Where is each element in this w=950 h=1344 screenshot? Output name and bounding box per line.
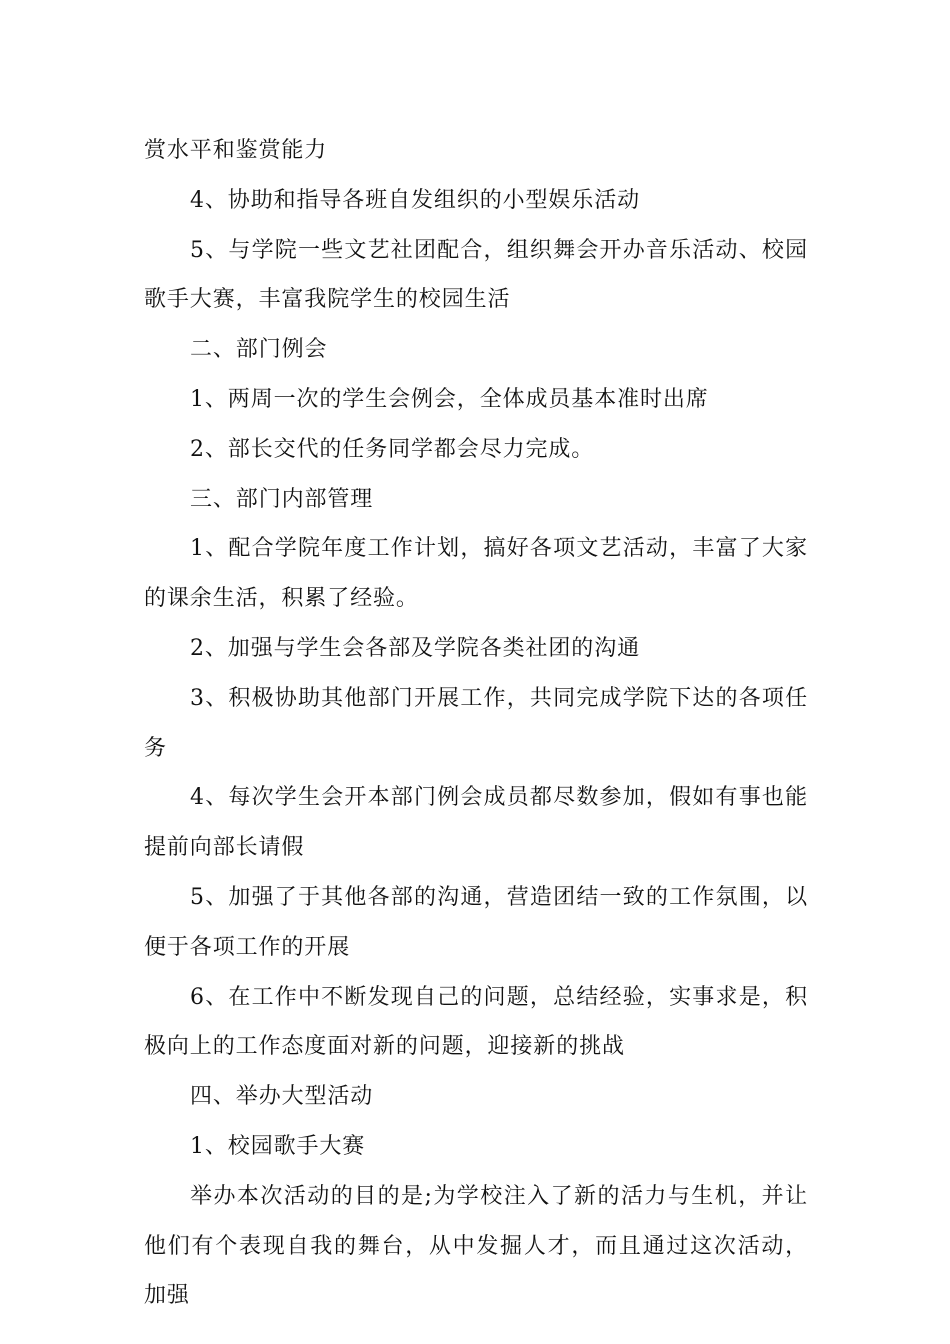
paragraph-item-5-clubs: 5、与学院一些文艺社团配合，组织舞会开办音乐活动、校园歌手大赛，丰富我院学生的校园生活 <box>144 237 808 313</box>
document-body <box>144 126 808 1321</box>
paragraph-management-3: 3、积极协助其他部门开展工作，共同完成学院下达的各项任务 <box>144 685 808 761</box>
paragraph-management-1: 1、配合学院年度工作计划，搞好各项文艺活动，丰富了大家的课余生活，积累了经验。 <box>144 536 808 612</box>
paragraph-event-1-title: 1、校园歌手大赛 <box>190 1133 366 1159</box>
paragraph-event-1-purpose: 举办本次活动的目的是;为学校注入了新的活力与生机，并让他们有个表现自我的舞台，从中发掘人才，而且通过这次活动，加强 <box>144 1183 808 1309</box>
paragraph-management-2: 2、加强与学生会各部及学院各类社团的沟通 <box>190 635 640 661</box>
paragraph-meeting-2: 2、部长交代的任务同学都会尽力完成。 <box>190 436 595 462</box>
paragraph-management-4: 4、每次学生会开本部门例会成员都尽数参加，假如有事也能提前向部长请假 <box>144 785 808 861</box>
paragraph-management-6: 6、在工作中不断发现自己的问题，总结经验，实事求是，积极向上的工作态度面对新的问题，迎接新的挑战 <box>144 984 808 1060</box>
paragraph-continuation: 赏水平和鉴赏能力 <box>144 138 328 163</box>
paragraph-item-4-entertainment: 4、协助和指导各班自发组织的小型娱乐活动 <box>190 187 640 213</box>
section-heading-management: 三、部门内部管理 <box>190 486 374 512</box>
section-heading-events: 四、举办大型活动 <box>190 1084 374 1110</box>
section-heading-meetings: 二、部门例会 <box>190 337 328 363</box>
paragraph-management-5: 5、加强了于其他各部的沟通，营造团结一致的工作氛围，以便于各项工作的开展 <box>144 884 808 960</box>
paragraph-meeting-1: 1、两周一次的学生会例会，全体成员基本准时出席 <box>190 386 709 412</box>
